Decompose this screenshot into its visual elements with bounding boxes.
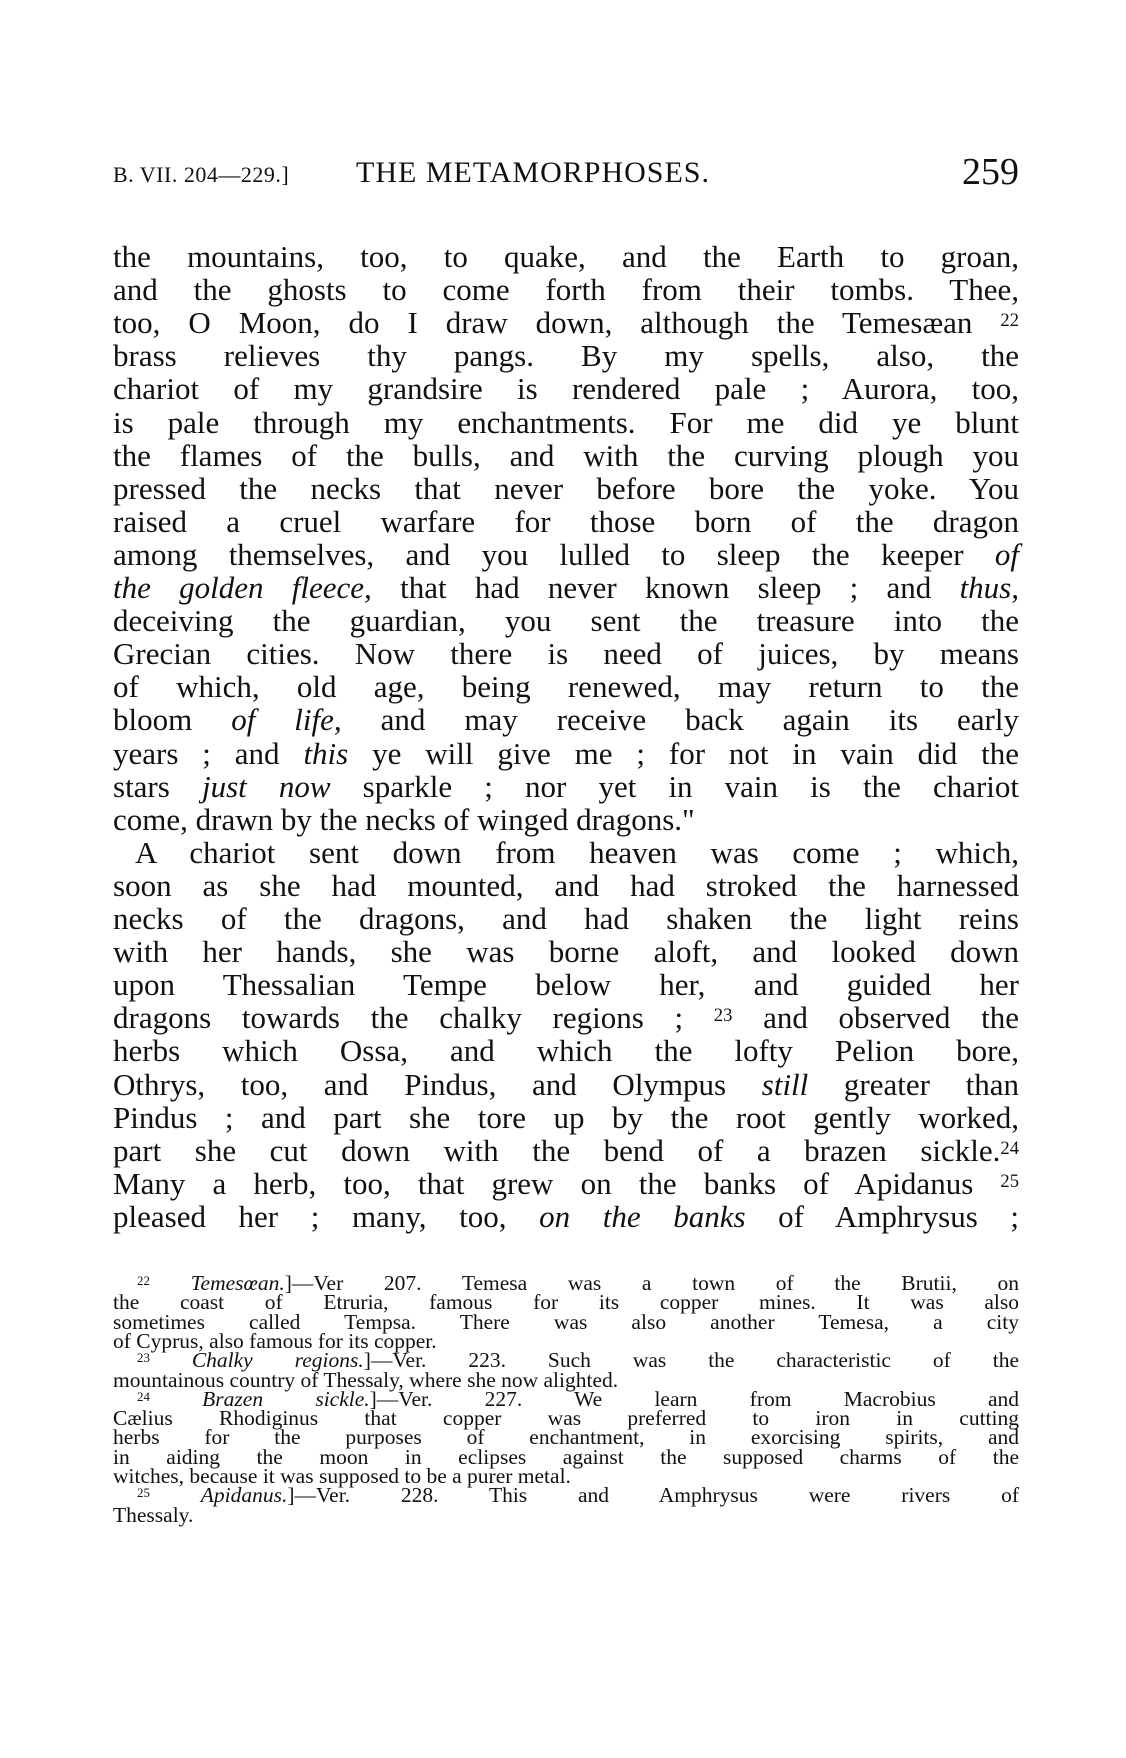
- text-run: mountainous country of Thessaly, where she now alighted.: [113, 1367, 619, 1392]
- text-line: [113, 439, 1019, 472]
- text-run: with her hands, she was borne aloft, and looked down: [113, 934, 1019, 970]
- text-line: [113, 737, 1019, 770]
- text-line: [113, 803, 1019, 836]
- text-run: ]—Ver. 228. This and Amphrysus were rivers of: [287, 1483, 1019, 1508]
- text-line: [113, 1001, 1019, 1034]
- italic-text: this: [303, 735, 349, 771]
- italic-text: Brazen sickle.: [202, 1386, 370, 1411]
- text-run: stars: [113, 768, 202, 804]
- text-line: [113, 670, 1019, 703]
- text-run: the mountains, too, to quake, and the Earth to groan,: [113, 239, 1019, 274]
- text-run: upon Thessalian Tempe below her, and guided her: [113, 967, 1019, 1003]
- text-line: [113, 538, 1019, 571]
- footnote-reference: 25: [1000, 1170, 1019, 1192]
- text-run: ]—Ver. 223. Such was the characteristic of the: [363, 1348, 1019, 1373]
- text-line: [113, 703, 1019, 736]
- text-run: dragons towards the chalky regions ;: [113, 1000, 714, 1036]
- running-header: [113, 150, 1019, 194]
- running-title: THE METAMORPHOSES.: [356, 156, 710, 189]
- text-run: years ; and: [113, 735, 304, 771]
- text-run: come, drawn by the necks of winged dragons.": [113, 801, 695, 837]
- footnote-line: [137, 1483, 1019, 1508]
- text-run: raised a cruel warfare for those born of the dragon: [113, 503, 1019, 539]
- text-line: [113, 869, 1019, 902]
- text-line: [113, 902, 1019, 935]
- text-run: too, O Moon, do I draw down, although the Temesæan: [113, 305, 1001, 341]
- footnote-reference: 22: [137, 1274, 150, 1288]
- text-run: brass relieves thy pangs. By my spells, also, the: [113, 338, 1019, 374]
- text-run: of which, old age, being renewed, may return to the: [113, 669, 1019, 705]
- text-run: among themselves, and you lulled to sleep the keeper: [113, 536, 995, 572]
- text-line: [113, 571, 1019, 604]
- italic-text: still: [761, 1066, 809, 1102]
- text-run: bloom: [113, 702, 232, 738]
- italic-text: thus,: [959, 570, 1019, 605]
- text-run: Pindus ; and part she tore up by the root gently worked,: [113, 1099, 1019, 1135]
- italic-text: Chalky regions.: [191, 1348, 364, 1373]
- text-line: [113, 505, 1019, 538]
- text-run: that had never known sleep ; and: [371, 570, 960, 605]
- text-run: Othrys, too, and Pindus, and Olympus: [113, 1066, 762, 1102]
- text-run: and may receive back again its early: [341, 702, 1019, 738]
- text-line: [113, 273, 1019, 306]
- text-run: the flames of the bulls, and with the curving plough you: [113, 437, 1019, 473]
- text-run: witches, because it was supposed to be a purer metal.: [113, 1464, 571, 1488]
- text-run: is pale through my enchantments. For me did ye blunt: [113, 404, 1019, 440]
- text-line: [113, 1134, 1019, 1167]
- text-run: pressed the necks that never before bore the yoke. You: [113, 470, 1019, 506]
- text-run: Grecian cities. Now there is need of juices, by means: [113, 636, 1019, 672]
- italic-text: Apidanus.: [200, 1483, 288, 1508]
- text-line: [113, 1200, 1019, 1233]
- footnote-reference: 23: [137, 1351, 150, 1366]
- footnote-reference: 24: [137, 1389, 150, 1404]
- book-verse-reference: B. VII. 204—229.]: [113, 162, 290, 187]
- page-number: 259: [962, 151, 1019, 193]
- text-line: [113, 1034, 1019, 1067]
- text-line: [113, 1101, 1019, 1134]
- italic-text: of: [994, 536, 1019, 572]
- text-run: Cælius Rhodiginus that copper was preferred to iron in cutting: [113, 1406, 1019, 1431]
- italic-text: just now: [201, 768, 331, 804]
- footnote-reference: 24: [1000, 1137, 1019, 1159]
- text-run: and observed the: [732, 1000, 1019, 1036]
- text-run: Thessaly.: [113, 1502, 194, 1527]
- italic-text: on the banks: [539, 1198, 746, 1234]
- text-run: and the ghosts to come forth from their tombs. Thee,: [113, 272, 1019, 308]
- footnote-reference: 23: [713, 1005, 733, 1027]
- text-run: in aiding the moon in eclipses against the supposed charms of the: [113, 1444, 1019, 1469]
- text-run: greater than: [808, 1066, 1019, 1102]
- text-line: [113, 770, 1019, 803]
- text-line: [113, 240, 1019, 273]
- text-run: ]—Ver 207. Temesa was a town of the Brutii, on: [284, 1271, 1020, 1295]
- text-run: soon as she had mounted, and had stroked the harnessed: [113, 867, 1019, 903]
- text-run: herbs which Ossa, and which the lofty Pelion bore,: [113, 1033, 1019, 1069]
- text-line: [113, 472, 1019, 505]
- text-line: [113, 1068, 1019, 1101]
- text-run: herbs for the purposes of enchantment, in exorcising spirits, and: [113, 1425, 1019, 1450]
- text-run: of Amphrysus ;: [745, 1198, 1020, 1234]
- text-line: [113, 406, 1019, 439]
- text-line: [135, 836, 1019, 869]
- text-line: [113, 968, 1019, 1001]
- text-line: [113, 1167, 1019, 1200]
- italic-text: of life,: [231, 702, 342, 738]
- text-line: [113, 306, 1019, 339]
- text-run: pleased her ; many, too,: [113, 1198, 540, 1234]
- text-line: [113, 935, 1019, 968]
- text-run: sparkle ; nor yet in vain is the chariot: [330, 768, 1020, 804]
- text-run: deceiving the guardian, you sent the treasure into the: [113, 603, 1019, 639]
- text-line: [113, 637, 1019, 670]
- text-line: [113, 604, 1019, 637]
- text-run: ]—Ver. 227. We learn from Macrobius and: [369, 1386, 1019, 1411]
- text-run: necks of the dragons, and had shaken the light reins: [113, 901, 1019, 936]
- text-run: Many a herb, too, that grew on the banks of Apidanus: [113, 1165, 1001, 1201]
- text-run: ye will give me ; for not in vain did the: [348, 735, 1020, 771]
- text-run: sometimes called Tempsa. There was also another Temesa, a city: [113, 1309, 1019, 1334]
- footnote-reference: 22: [1000, 310, 1019, 332]
- text-run: part she cut down with the bend of a brazen sickle.: [113, 1132, 1001, 1168]
- text-run: the coast of Etruria, famous for its copper mines. It was also: [113, 1290, 1019, 1315]
- italic-text: the golden fleece,: [113, 570, 372, 605]
- footnote-line: [113, 1502, 1019, 1527]
- text-run: A chariot sent down from heaven was come ; which,: [135, 834, 1019, 870]
- footnote-reference: 25: [137, 1486, 150, 1501]
- italic-text: Temesœan.: [190, 1271, 285, 1295]
- text-run: of Cyprus, also famous for its copper.: [113, 1328, 437, 1353]
- text-run: chariot of my grandsire is rendered pale ; Aurora, too,: [113, 371, 1019, 407]
- text-line: [113, 339, 1019, 372]
- text-line: [113, 372, 1019, 405]
